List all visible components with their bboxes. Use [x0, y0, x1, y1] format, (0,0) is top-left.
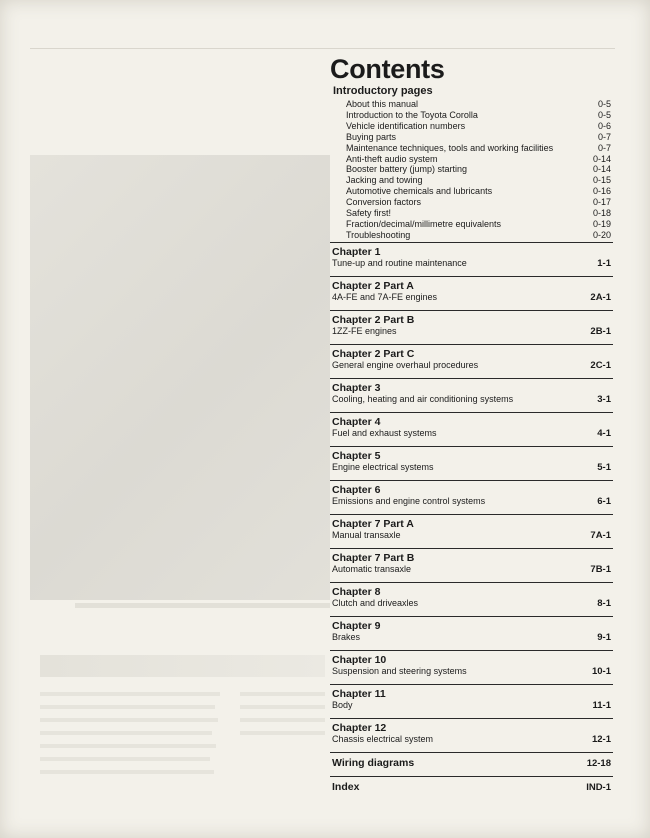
chapter-page: 11-1 [592, 700, 611, 711]
chapter-description: Chassis electrical system [332, 734, 434, 744]
chapter-page: 2C-1 [590, 360, 611, 371]
chapter-entry[interactable] [330, 548, 613, 583]
page-title: Contents [330, 54, 445, 84]
chapter-page: 4-1 [597, 428, 611, 439]
chapter-title: Chapter 5 [332, 450, 381, 462]
chapter-title: Chapter 7 Part B [332, 552, 415, 564]
chapter-entry[interactable] [330, 344, 613, 379]
chapter-row [330, 258, 613, 269]
toc-entry-page: 0-15 [592, 175, 611, 186]
index-entry[interactable] [330, 776, 613, 799]
toc-entry[interactable] [330, 175, 613, 186]
toc-entry[interactable] [330, 154, 613, 165]
toc-entry-label: Introduction to the Toyota Corolla [346, 109, 478, 120]
chapter-title: Chapter 8 [332, 586, 381, 598]
chapter-title: Chapter 2 Part A [332, 280, 414, 292]
faded-text-line [240, 705, 325, 709]
chapter-title: Chapter 6 [332, 484, 381, 496]
wiring-diagrams-entry[interactable] [330, 752, 613, 775]
chapter-title: Chapter 3 [332, 382, 381, 394]
toc-entry-label: Jacking and towing [346, 175, 423, 186]
chapter-row [330, 632, 613, 643]
toc-entry-label: Buying parts [346, 131, 397, 142]
faded-text-line [40, 770, 214, 774]
chapter-description: 4A-FE and 7A-FE engines [332, 292, 438, 302]
toc-entry[interactable] [330, 197, 613, 208]
toc-entry[interactable] [330, 121, 613, 132]
toc-entry-page: 0-18 [592, 208, 611, 219]
index-entry-row [330, 777, 613, 793]
chapter-entry[interactable] [330, 582, 613, 617]
faded-text-line [40, 718, 218, 722]
faded-text-line [40, 705, 215, 709]
chapter-entry[interactable] [330, 412, 613, 447]
chapter-entry[interactable] [330, 242, 613, 277]
chapter-page: 1-1 [597, 258, 611, 269]
chapter-page: 3-1 [597, 394, 611, 405]
toc-entry-page: 0-14 [592, 153, 611, 164]
toc-entry[interactable] [330, 143, 613, 154]
chapter-row [330, 292, 613, 303]
toc-entry-page: 0-7 [597, 142, 611, 153]
intro-heading: Introductory pages [333, 85, 433, 97]
chapter-row [330, 462, 613, 473]
contents-panel [330, 55, 613, 241]
toc-entry[interactable] [330, 230, 613, 241]
toc-entry-label: Safety first! [346, 208, 392, 219]
chapter-entry[interactable] [330, 480, 613, 515]
faded-text-line [40, 744, 216, 748]
chapter-title: Chapter 12 [332, 722, 387, 734]
toc-entry-label: Troubleshooting [346, 229, 411, 240]
chapter-entry[interactable] [330, 310, 613, 345]
chapter-row [330, 598, 613, 609]
chapter-description: 1ZZ-FE engines [332, 326, 397, 336]
chapter-description: Automatic transaxle [332, 564, 412, 574]
toc-entry[interactable] [330, 186, 613, 197]
chapter-description: Cooling, heating and air conditioning systems [332, 394, 514, 404]
chapter-title: Chapter 4 [332, 416, 381, 428]
faded-text-line [40, 757, 210, 761]
chapter-entry[interactable] [330, 616, 613, 651]
chapter-description: Suspension and steering systems [332, 666, 467, 676]
toc-entry-label: Maintenance techniques, tools and working facilities [346, 142, 554, 153]
index-entry-label: Index [332, 781, 360, 793]
chapter-title: Chapter 9 [332, 620, 381, 632]
chapter-description: Body [332, 700, 353, 710]
chapter-page: 12-1 [591, 734, 611, 745]
chapter-page: 10-1 [591, 666, 611, 677]
chapter-row [330, 496, 613, 507]
header-rule [30, 48, 615, 49]
chapter-entry[interactable] [330, 276, 613, 311]
faded-section-heading [40, 655, 325, 677]
toc-entry[interactable] [330, 208, 613, 219]
faded-text-line [240, 692, 325, 696]
chapter-description: Manual transaxle [332, 530, 401, 540]
chapter-description: Engine electrical systems [332, 462, 434, 472]
toc-entry-label: Conversion factors [346, 197, 422, 208]
intro-list [330, 99, 613, 241]
faded-background-photo [30, 155, 330, 600]
chapter-row [330, 428, 613, 439]
chapter-page: 2A-1 [590, 292, 611, 303]
chapter-title: Chapter 2 Part B [332, 314, 415, 326]
chapter-description: Emissions and engine control systems [332, 496, 486, 506]
faded-photo-caption [75, 603, 330, 608]
toc-entry-label: Vehicle identification numbers [346, 120, 466, 131]
toc-entry-label: Anti-theft audio system [346, 153, 438, 164]
chapter-page: 7A-1 [590, 530, 611, 541]
wiring-diagrams-entry-page: 12-18 [586, 757, 611, 769]
chapter-row [330, 326, 613, 337]
faded-text-line [240, 731, 325, 735]
chapter-row [330, 530, 613, 541]
chapter-page: 5-1 [597, 462, 611, 473]
chapter-row [330, 564, 613, 575]
toc-entry-label: Automotive chemicals and lubricants [346, 186, 493, 197]
toc-entry[interactable] [330, 110, 613, 121]
index-entry-page: IND-1 [586, 781, 611, 793]
chapter-description: Brakes [332, 632, 361, 642]
chapter-row [330, 734, 613, 745]
faded-text-line [40, 692, 220, 696]
toc-entry-label: About this manual [346, 99, 419, 109]
chapter-title: Chapter 10 [332, 654, 387, 666]
chapter-page: 8-1 [597, 598, 611, 609]
chapter-description: Tune-up and routine maintenance [332, 258, 467, 268]
toc-entry[interactable] [330, 132, 613, 143]
toc-entry-page: 0-16 [592, 186, 611, 197]
wiring-diagrams-entry-label: Wiring diagrams [332, 757, 415, 769]
chapter-page: 9-1 [597, 632, 611, 643]
chapter-description: Fuel and exhaust systems [332, 428, 437, 438]
chapter-description: General engine overhaul procedures [332, 360, 479, 370]
toc-entry[interactable] [330, 164, 613, 175]
chapter-entry[interactable] [330, 514, 613, 549]
chapter-entry[interactable] [330, 718, 613, 753]
chapter-entry[interactable] [330, 650, 613, 685]
chapter-page: 2B-1 [590, 326, 611, 337]
chapter-entry[interactable] [330, 446, 613, 481]
toc-entry-page: 0-5 [597, 99, 611, 109]
chapter-page: 7B-1 [590, 564, 611, 575]
toc-entry[interactable] [330, 99, 613, 110]
chapter-row [330, 700, 613, 711]
chapter-row [330, 666, 613, 677]
toc-entry-page: 0-14 [592, 164, 611, 175]
chapter-entry[interactable] [330, 684, 613, 719]
chapter-title: Chapter 1 [332, 246, 381, 258]
chapter-title: Chapter 2 Part C [332, 348, 415, 360]
toc-entry-page: 0-19 [592, 218, 611, 229]
toc-entry-page: 0-17 [592, 197, 611, 208]
chapter-title: Chapter 11 [332, 688, 386, 700]
chapter-entry[interactable] [330, 378, 613, 413]
toc-entry-page: 0-20 [592, 229, 611, 240]
chapter-page: 6-1 [597, 496, 611, 507]
wiring-diagrams-entry-row [330, 753, 613, 769]
toc-entry[interactable] [330, 219, 613, 230]
faded-text-line [40, 731, 212, 735]
toc-entry-page: 0-5 [597, 109, 611, 120]
toc-entry-label: Fraction/decimal/millimetre equivalents [346, 218, 502, 229]
chapter-row [330, 394, 613, 405]
chapter-row [330, 360, 613, 371]
faded-text-line [240, 718, 325, 722]
chapter-title: Chapter 7 Part A [332, 518, 414, 530]
toc-entry-page: 0-7 [597, 131, 611, 142]
toc-entry-page: 0-6 [597, 120, 611, 131]
toc-entry-label: Booster battery (jump) starting [346, 164, 468, 175]
chapter-description: Clutch and driveaxles [332, 598, 419, 608]
